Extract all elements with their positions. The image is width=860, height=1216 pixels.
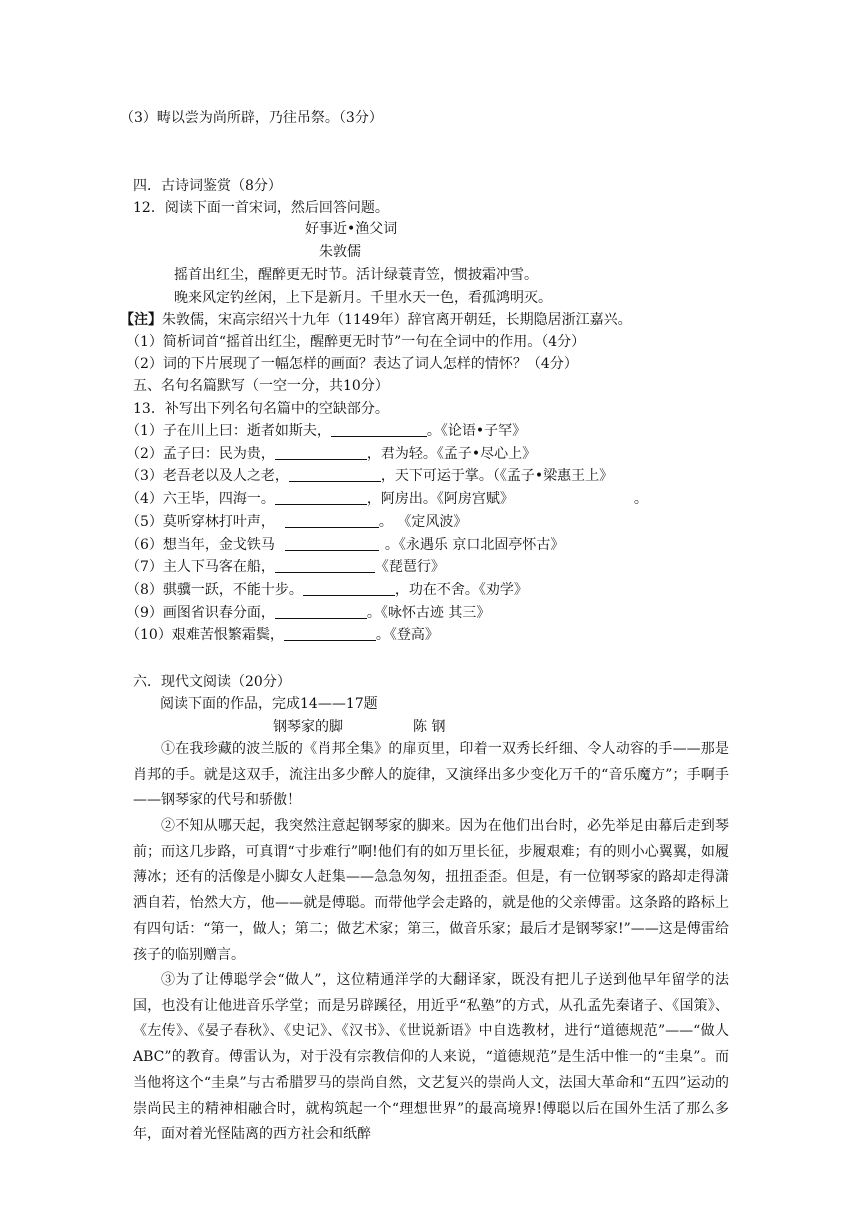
fill-item-2-pre: （2）孟子曰：民为贵， [126, 446, 275, 462]
prev-question-item-3: （3）畴以尝为尚所辟，乃往吊祭。（3分） [120, 110, 383, 126]
fill-item-3-pre: （3）老吾老以及人之老， [126, 468, 289, 484]
note-label: 【注】 [120, 312, 162, 328]
fill-item-7-pre: （7）主人下马客在船， [126, 559, 275, 575]
sub-question-1: （1）简析词首“摇首出红尘，醒醉更无时节”一句在全词中的作用。（4分） [126, 334, 586, 350]
fill-item-6 [126, 536, 564, 554]
fill-item-2 [126, 445, 536, 463]
answer-blank[interactable] [303, 581, 395, 596]
fill-item-9 [126, 604, 490, 622]
answer-blank[interactable] [285, 513, 379, 528]
fill-item-3 [126, 467, 613, 485]
fill-item-2-post: ，君为轻。《孟子•尽心上》 [366, 446, 537, 462]
fill-item-4-post: ，阿房出。《阿房宫赋》 [366, 491, 514, 507]
poem-line-1: 摇首出红尘，醒醉更无时节。活计绿蓑青笠，惯披霜冲雪。 [174, 267, 538, 283]
fill-item-5-post: 。 《定风波》 [378, 514, 468, 530]
fill-item-9-pre: （9）画图省识春分面， [126, 605, 275, 621]
fill-item-4-tail: 。 [633, 491, 648, 507]
fill-item-4-pre: （4）六王毕，四海一。 [126, 491, 275, 507]
section-4-heading: 四．古诗词鉴赏（8分） [133, 178, 282, 194]
poem-note [120, 311, 632, 329]
fill-item-4 [126, 490, 648, 508]
fill-item-10-pre: （10）艰难苦恨繁霜鬓， [126, 627, 284, 643]
fill-item-8 [126, 581, 528, 599]
fill-item-7 [126, 558, 445, 576]
answer-blank[interactable] [275, 558, 375, 573]
article-title: 钢琴家的脚 [273, 719, 343, 735]
answer-blank[interactable] [275, 604, 367, 619]
answer-blank[interactable] [331, 422, 427, 437]
article-paragraph-1: ①在我珍藏的波兰版的《肖邦全集》的扉页里，印着一双秀长纤细、令人动容的手——那是肖邦的手。就是这双手，流注出多少醉人的旋律，又演绎出多少变化万千的“音乐魔方”；手啊手——钢琴家的代号和骄傲！ [133, 741, 729, 809]
fill-item-7-post: 《琵琶行》 [374, 559, 445, 575]
poem-line-2: 晚来风定钓丝闲，上下是新月。千里水天一色，看孤鸿明灭。 [174, 290, 552, 306]
article-paragraph-3: ③为了让傅聪学会“做人”，这位精通洋学的大翻译家，既没有把儿子送到他早年留学的法国，也没有让他进音乐学堂；而是另辟蹊径，用近乎“私塾”的方式，从孔孟先秦诸子、《国策》、《左传》、《晏子春秋》、《史记》、《汉书》、《世说新语》中自选教材，进行“道德规范”——“做人ABC”的教育。傅雷认为，对于没有宗教信仰的人来说，“道德规范”是生活中惟一的“圭臬”。而当他将这个“圭臬”与古希腊罗马的崇尚自然，文艺复兴的崇尚人文，法国大革命和“五四”运动的崇尚民主的精神相融合时，就构筑起一个“理想世界”的最高境界!傅聪以后在国外生活了那么多年，面对着光怪陆离的西方社会和纸醉 [133, 972, 729, 1143]
fill-item-8-pre: （8）骐骥一跃，不能十步。 [126, 582, 303, 598]
answer-blank[interactable] [284, 626, 376, 641]
fill-item-10 [126, 626, 439, 644]
answer-blank[interactable] [289, 467, 381, 482]
answer-blank[interactable] [285, 536, 379, 551]
sub-question-2: （2）词的下片展现了一幅怎样的画面？表达了词人怎样的情怀？（4分） [126, 356, 578, 372]
fill-item-1-pre: （1）子在川上曰：逝者如斯夫， [126, 423, 331, 439]
question-13: 13．补写出下列名句名篇中的空缺部分。 [133, 401, 389, 417]
fill-item-3-post: ，天下可运于掌。（《孟子•梁惠王上》 [380, 468, 614, 484]
answer-blank[interactable] [275, 445, 367, 460]
fill-item-6-pre: （6）想当年，金戈铁马 [126, 537, 275, 553]
fill-item-1-post: 。《论语•子罕》 [426, 423, 527, 439]
fill-item-1 [126, 422, 526, 440]
fill-item-5 [126, 513, 467, 531]
note-text: 朱敦儒，宋高宗绍兴十九年（1149年）辞官离开朝廷，长期隐居浙江嘉兴。 [162, 312, 632, 328]
fill-item-5-pre: （5）莫听穿林打叶声， [126, 514, 275, 530]
fill-item-9-post: 。《咏怀古迹 其三》 [366, 605, 491, 621]
poem-author: 朱敦儒 [319, 244, 361, 260]
section-5-heading: 五、名句名篇默写（一空一分，共10分） [133, 378, 389, 394]
fill-item-10-post: 。《登高》 [375, 627, 439, 643]
answer-blank[interactable] [275, 490, 367, 505]
article-paragraph-2: ②不知从哪天起，我突然注意起钢琴家的脚来。因为在他们出台时，必先举足由幕后走到琴前；而这几步路，可真谓“寸步难行”啊!他们有的如万里长征，步履艰难；有的则小心翼翼，如履薄冰；还有的活像是小脚女人赶集——急急匆匆，扭扭歪歪。但是，有一位钢琴家的路却走得潇洒自若，怡然大方，他——就是傅聪。而带他学会走路的，就是他的父亲傅雷。这条路的路标上有四句话：“第一，做人；第二；做艺术家；第三，做音乐家；最后才是钢琴家!”——这是傅雷给孩子的临别赠言。 [133, 818, 729, 963]
article-author: 陈 钢 [413, 719, 446, 735]
fill-item-6-post: 。《永遇乐 京口北固亭怀古》 [384, 537, 565, 553]
question-12: 12．阅读下面一首宋词，然后回答问题。 [133, 200, 389, 216]
reading-instruction: 阅读下面的作品，完成14——17题 [160, 696, 378, 712]
fill-item-8-post: ，功在不舍。《劝学》 [394, 582, 528, 598]
poem-title: 好事近•渔父词 [305, 221, 398, 237]
section-6-heading: 六．现代文阅读（20分） [133, 674, 291, 690]
